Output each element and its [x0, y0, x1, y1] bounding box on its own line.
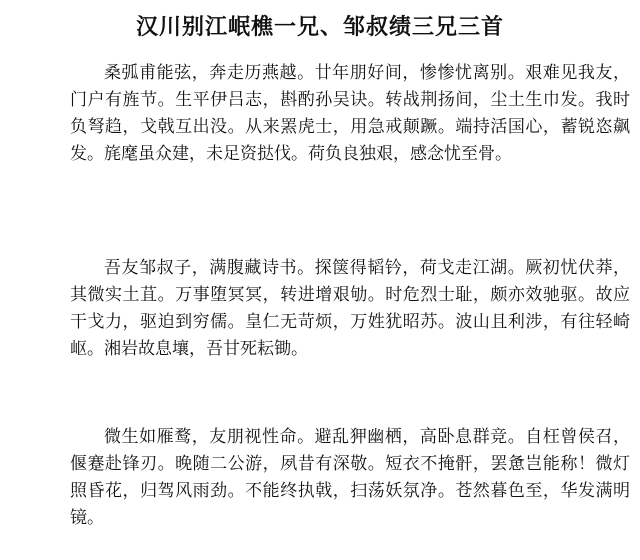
- document-title: 汉川别江岷樵一兄、邹叔绩三兄三首: [135, 14, 504, 40]
- poem-2: 吾友邹叔子，满腹藏诗书。探箧得韬钤，荷戈走江湖。厥初忧伏莽，其微实土苴。万事堕冥冥，转进增艰劬。时危烈士耻，颇亦效驰驱。故应干戈力，驱迫到穷儒。皇仁无苛烦，万姓犹昭苏。波山且利涉，有往轻崎岖。湘岩故息壤，吾甘死耘锄。: [70, 258, 630, 359]
- poem-3: 微生如雁鹜，友朋视性命。避乱狎幽栖，高卧息群竞。自枉曾侯召，偃蹇赴锋刃。晚随二公游，夙昔有深敬。短衣不掩骭，罢惫岂能称！微灯照昏花，归驾风雨劲。不能终执戟，扫荡妖氛净。苍然暮色至，华发满明镜。: [70, 427, 630, 528]
- poem-1: 桑弧甫能弦，奔走历燕越。廿年朋好间，惨惨忧离别。艰难见我友，门户有旌节。生平伊吕志，斟酌孙吴诀。转战荆扬间，尘土生巾发。我时负弩趋，戈戟互出没。从来罴虎士，用急戒颠蹶。端持活国心，蓄锐恣飙发。旄麾虽众建，未足资挞伐。荷负良独艰，感念忧至骨。: [70, 63, 630, 164]
